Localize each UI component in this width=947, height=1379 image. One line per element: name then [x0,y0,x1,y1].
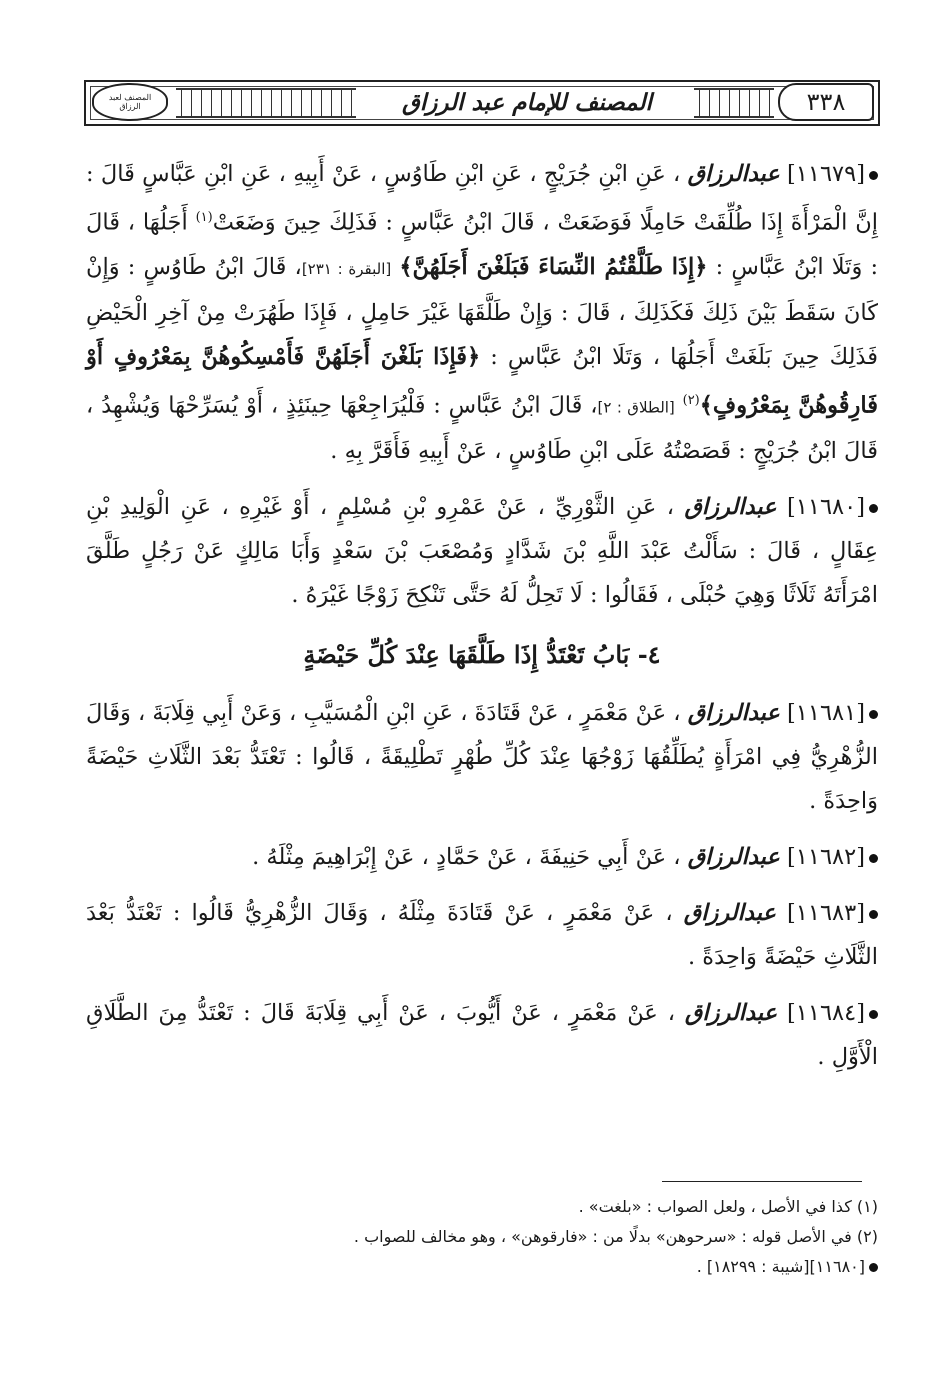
bullet-icon [869,710,878,719]
book-emblem [92,83,168,121]
footnotes [86,1192,878,1282]
entry-number: [١١٦٨٣] [787,900,866,926]
bullet-icon [869,1263,878,1272]
entry-text: ، عَنْ مَعْمَرٍ ، عَنْ قَتَادَةَ ، عَنِ ابْنِ الْمُسَيَّبِ ، وَعَنْ أَبِي قِلَابَةَ ، وَقَالَ الزُّهْرِيُّ فِي امْرَأَةٍ يُطَلِّقُهَا زَوْجُهَا عِنْدَ كُلِّ طُهْرٍ تَطْلِيقَةً ، قَالُوا : تَعْتَدُّ بَعْدَ الثَّلَاثِ حَيْضَةً وَاحِدَةً . [86,700,878,814]
verse-reference: [الطلاق : ٢] [597,398,675,416]
entry-number: [١١٦٧٩] [787,161,865,187]
narrator-source: عبدالرزاق [683,900,776,926]
running-title: المصنف للإمام عبد الرزاق [402,89,652,116]
narrator-source: عبدالرزاق [687,844,780,870]
running-header [84,80,880,126]
narrator-source: عبدالرزاق [687,700,780,726]
hadith-entry-11681 [86,691,878,823]
entry-number: [١١٦٨٠] [787,494,866,520]
entry-text: ، عَنِ الثَّوْرِيِّ ، عَنْ عَمْرِو بْنِ مُسْلِمٍ ، أَوْ غَيْرِهِ ، عَنِ الْوَلِيدِ بْنِ عِقَالٍ ، قَالَ : سَأَلْتُ عَبْدَ اللَّهِ بْنَ شَدَّادٍ وَمُصْعَبَ بْنَ سَعْدٍ وَأَبَا مَالِكٍ عَنْ رَجُلٍ طَلَّقَ امْرَأَتَهُ ثَلَاثًا وَهِيَ حُبْلَى ، فَقَالُوا : لَا تَحِلُّ لَهُ حَتَّى تَنْكِحَ زَوْجًا غَيْرَهُ . [86,494,878,608]
main-text [86,152,878,1091]
entry-text: ، عَنْ مَعْمَرٍ ، عَنْ أَيُّوبَ ، عَنْ أَبِي قِلَابَةَ قَالَ : تَعْتَدُّ مِنَ الطَّلَاقِ الْأَوَّلِ . [86,1000,878,1070]
footnote-marker: (١) [195,210,213,225]
verse-reference: [البقرة : ٢٣١] [301,259,392,278]
entry-text: ، قَالَ ابْنُ عَبَّاسٍ : فَلْيُرَاجِعْهَا حِينَئِذٍ ، أَوْ يُسَرِّحْهَا وَيُشْهِدُ ، قَالَ ابْنُ جُرَيْجٍ : قَصَصْتُهُ عَلَى ابْنِ طَاوُسٍ ، عَنْ أَبِيهِ فَأَقَرَّ بِهِ . [86,392,878,464]
footnote-marker: (٢) [682,392,700,408]
page-number: ٣٣٨ [778,83,874,121]
bullet-icon [869,504,878,513]
entry-text: ، قَالَ ابْنُ طَاوُسٍ : وَإِنْ كَانَ سَقَطَ بَيْنَ ذَلِكَ فَكَذَلِكَ ، قَالَ : وَإِنْ طَلَّقَهَا غَيْرَ حَامِلٍ ، فَإِذَا طَهُرَتْ مِنْ آخِرِ الْحَيْضِ فَذَلِكَ حِينَ بَلَغَتْ أَجَلُهَا ، وَتَلَا ابْنُ عَبَّاسٍ : [86,253,878,370]
narrator-source: عبدالرزاق [687,161,780,187]
chapter-heading: ٤- بَابُ تَعْتَدُّ إِذَا طَلَّقَهَا عِنْدَ كُلِّ حَيْضَةٍ [303,640,661,669]
hadith-entry-11680 [86,485,878,617]
bullet-icon [869,854,878,863]
entry-number: [١١٦٨٢] [787,844,865,870]
narrator-source: عبدالرزاق [684,494,777,520]
emblem-text: المصنف لعبد الرزاق [108,93,152,111]
bullet-icon [869,910,878,919]
entry-text: ، عَنْ أَبِي حَنِيفَةَ ، عَنْ حَمَّادٍ ، عَنْ إِبْرَاهِيمَ مِثْلَهُ . [252,844,681,870]
footnote-reference: [شيبة : ١٨٢٩٩] . [696,1257,810,1276]
ornament-strip-right [694,88,774,118]
entry-number: [١١٦٨١] [787,700,865,726]
entry-text: أَجَلُهَا ، قَالَ : وَتَلَا ابْنُ عَبَّاسٍ : [86,209,879,280]
footnote-divider [662,1181,862,1182]
entry-number: [١١٦٨٤] [787,1000,865,1026]
bullet-icon [869,171,878,180]
entry-text: ، عَنْ مَعْمَرٍ ، عَنْ قَتَادَةَ مِثْلَهُ ، وَقَالَ الزُّهْرِيُّ قَالُوا : تَعْتَدُّ بَعْدَ الثَّلَاثِ حَيْضَةً وَاحِدَةً . [86,900,878,970]
bullet-icon [869,1010,878,1019]
footnote-2: (٢) في الأصل قوله : «سرحوهن» بدلًا من : «فارقوهن» ، وهو مخالف للصواب . [353,1227,878,1246]
hadith-entry-11684 [86,991,878,1079]
footnote-3 [86,1252,878,1282]
entry-text: ، عَنِ ابْنِ جُرَيْجٍ ، عَنِ ابْنِ طَاوُسٍ ، عَنْ أَبِيهِ ، عَنِ ابْنِ عَبَّاسٍ قَالَ : إِنَّ الْمَرْأَةَ إِذَا طُلِّقَتْ حَامِلًا فَوَضَعَتْ ، قَالَ ابْنُ عَبَّاسٍ : فَذَلِكَ حِينَ وَضَعَتْ [86,161,878,236]
hadith-entry-11682 [86,835,878,879]
ornament-strip-left [176,88,356,118]
footnote-entry-number: [١١٦٨٠] [809,1257,865,1276]
hadith-entry-11679 [86,152,878,473]
quran-verse: ﴿إِذَا طَلَّقْتُمُ النِّسَاءَ فَبَلَغْنَ أَجَلَهُنَّ﴾ [399,253,708,280]
narrator-source: عبدالرزاق [684,1000,778,1026]
hadith-entry-11683 [86,891,878,979]
quran-verse: ﴿فَإِذَا بَلَغْنَ أَجَلَهُنَّ فَأَمْسِكُوهُنَّ بِمَعْرُوفٍ أَوْ فَارِقُوهُنَّ بِمَعْرُوفٍ﴾ [86,343,878,418]
footnote-1: (١) كذا في الأصل ، ولعل الصواب : «بلغت» . [578,1197,878,1216]
